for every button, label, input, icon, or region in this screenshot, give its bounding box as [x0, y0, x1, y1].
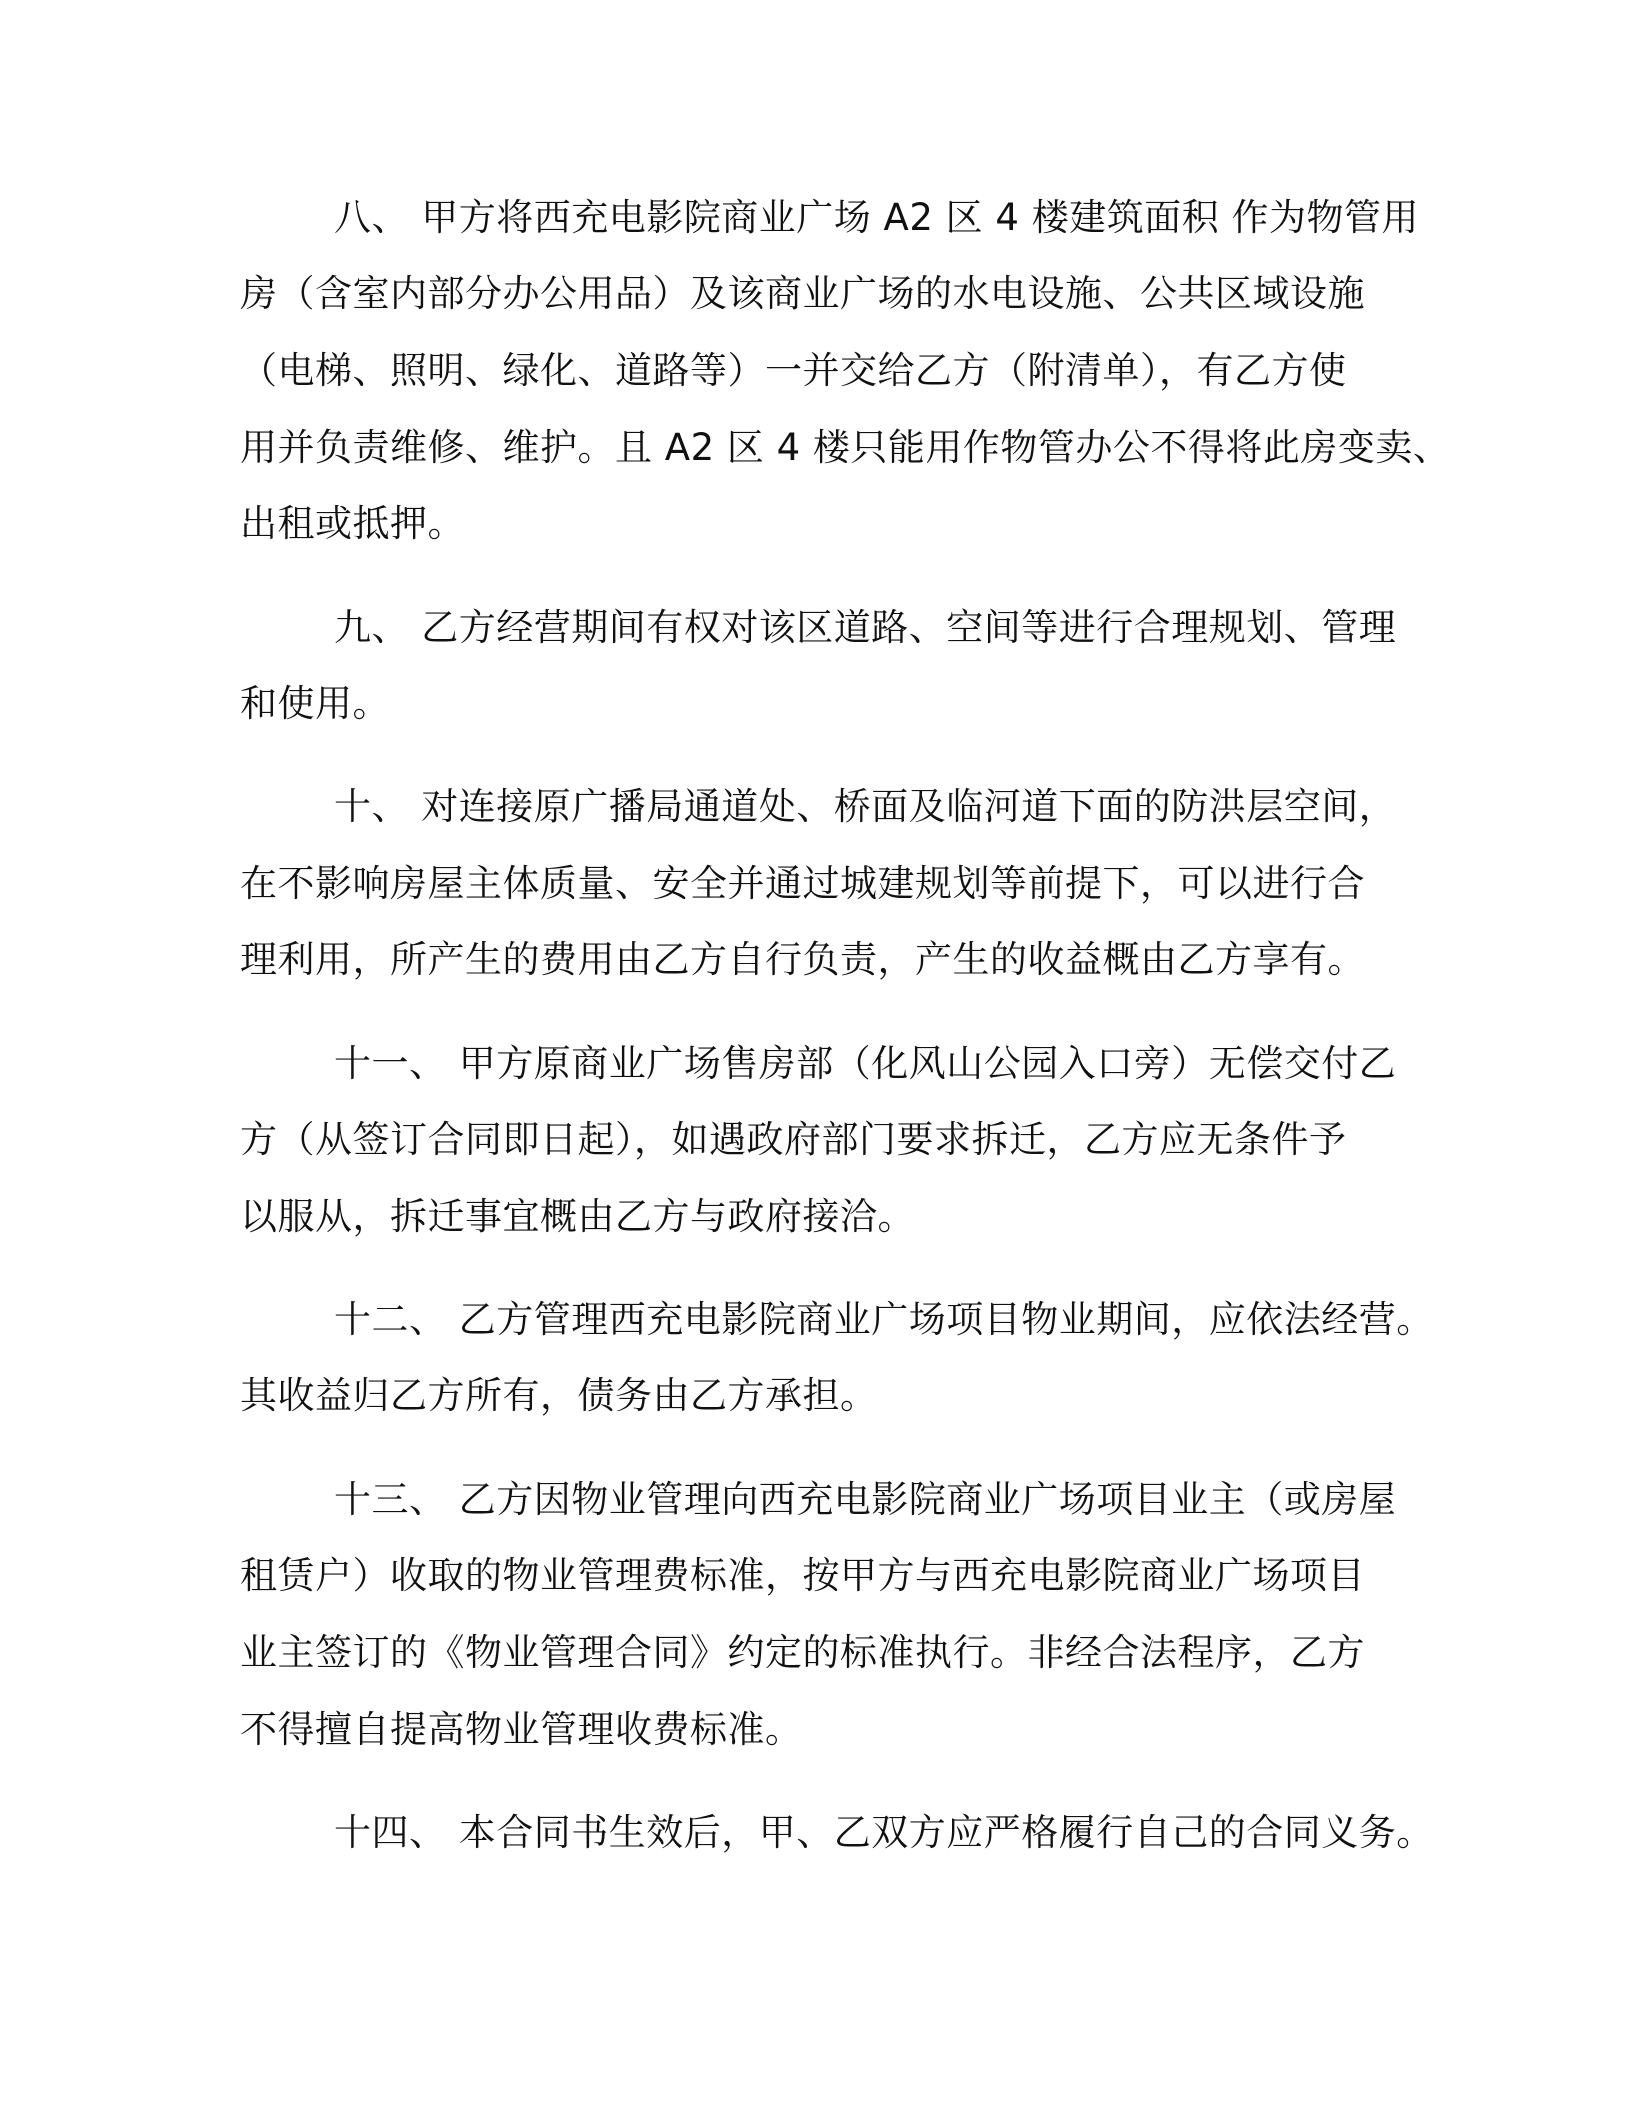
clause-13-line-3: 业主签订的《物业管理合同》约定的标准执行。非经合法程序，乙方	[240, 1631, 1365, 1674]
clause-10-line-1: 十、 对连接原广播局通道处、桥面及临河道下面的防洪层空间，	[334, 785, 1397, 828]
clause-11-line-1: 十一、 甲方原商业广场售房部（化风山公园入口旁）无偿交付乙	[334, 1042, 1397, 1085]
clause-8-line-1: 八、 甲方将西充电影院商业广场 A2 区 4 楼建筑面积 作为物管用	[334, 196, 1419, 239]
clause-10-line-2: 在不影响房屋主体质量、安全并通过城建规划等前提下，可以进行合	[240, 862, 1365, 905]
clause-13-line-1: 十三、 乙方因物业管理向西充电影院商业广场项目业主（或房屋	[334, 1478, 1397, 1521]
clause-14-line-1: 十四、 本合同书生效后，甲、乙双方应严格履行自己的合同义务。	[334, 1811, 1434, 1854]
clause-11-line-2: 方（从签订合同即日起），如遇政府部门要求拆迁，乙方应无条件予	[240, 1118, 1347, 1161]
clause-8-line-2: 房（含室内部分办公用品）及该商业广场的水电设施、公共区域设施	[240, 272, 1365, 315]
clause-8-line-5: 出租或抵押。	[240, 502, 465, 545]
clause-9-line-2: 和使用。	[240, 682, 390, 725]
clause-9-line-1: 九、 乙方经营期间有权对该区道路、空间等进行合理规划、管理	[334, 606, 1397, 649]
clause-8-line-4: 用并负责维修、维护。且 A2 区 4 楼只能用作物管办公不得将此房变卖、	[240, 426, 1451, 469]
clause-12-line-2: 其收益归乙方所有，债务由乙方承担。	[240, 1374, 878, 1417]
clause-13-line-2: 租赁户）收取的物业管理费标准，按甲方与西充电影院商业广场项目	[240, 1554, 1365, 1597]
clause-12-line-1: 十二、 乙方管理西充电影院商业广场项目物业期间，应依法经营。	[334, 1298, 1434, 1341]
clause-8-line-3: （电梯、照明、绿化、道路等）一并交给乙方（附清单），有乙方使	[240, 349, 1347, 392]
clause-10-line-3: 理利用，所产生的费用由乙方自行负责，产生的收益概由乙方享有。	[240, 938, 1365, 981]
clause-11-line-3: 以服从，拆迁事宜概由乙方与政府接洽。	[240, 1195, 915, 1238]
clause-13-line-4: 不得擅自提高物业管理收费标准。	[240, 1708, 803, 1751]
